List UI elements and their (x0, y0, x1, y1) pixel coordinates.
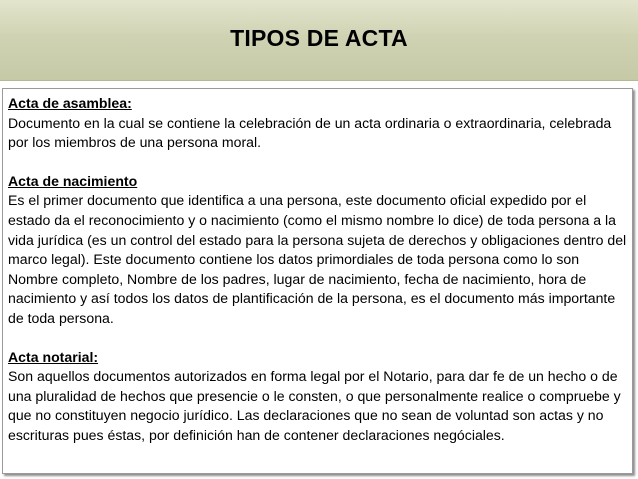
section-text: Es el primer documento que identifica a una persona, este documento oficial expedido por el estado da el reconocimiento y o nacimiento (como el mismo nombre lo dice) de toda persona a la vida jurídica (es un control del estado para la persona sujeta de derechos y obligaciones dentro del marco legal). Este documento contiene los datos primordiales de toda persona como lo son Nombre completo, Nombre de los padres, lugar de nacimiento, fecha de nacimiento, hora de nacimiento y así todos los datos de plantificación de la persona, es el documento más importante de toda persona. (8, 192, 627, 326)
section-heading: Acta de asamblea: (8, 95, 132, 111)
section-heading: Acta de nacimiento (8, 172, 138, 189)
section-acta-nacimiento (8, 172, 630, 329)
section-text: Documento en la cual se contiene la celebración de un acta ordinaria o extraordinaria, celebrada por los miembros de una persona moral. (8, 114, 612, 151)
content-box (2, 88, 633, 474)
section-acta-asamblea (8, 94, 630, 153)
section-heading: Acta notarial: (8, 348, 99, 365)
section-text: Son aquellos documentos autorizados en forma legal por el Notario, para dar fe de un hecho o de una pluralidad de hechos que presencie o le consten, o que personalmente realice o compruebe y que no constituyen negocio jurídico. Las declaraciones que no sean de voluntad son actas y no escrituras pues éstas, por definición han de contener declaraciones negóciales. (8, 368, 621, 443)
section-acta-notarial (8, 348, 630, 446)
content-body (8, 94, 630, 446)
page-title: TIPOS DE ACTA (230, 25, 408, 51)
title-banner (0, 0, 638, 81)
